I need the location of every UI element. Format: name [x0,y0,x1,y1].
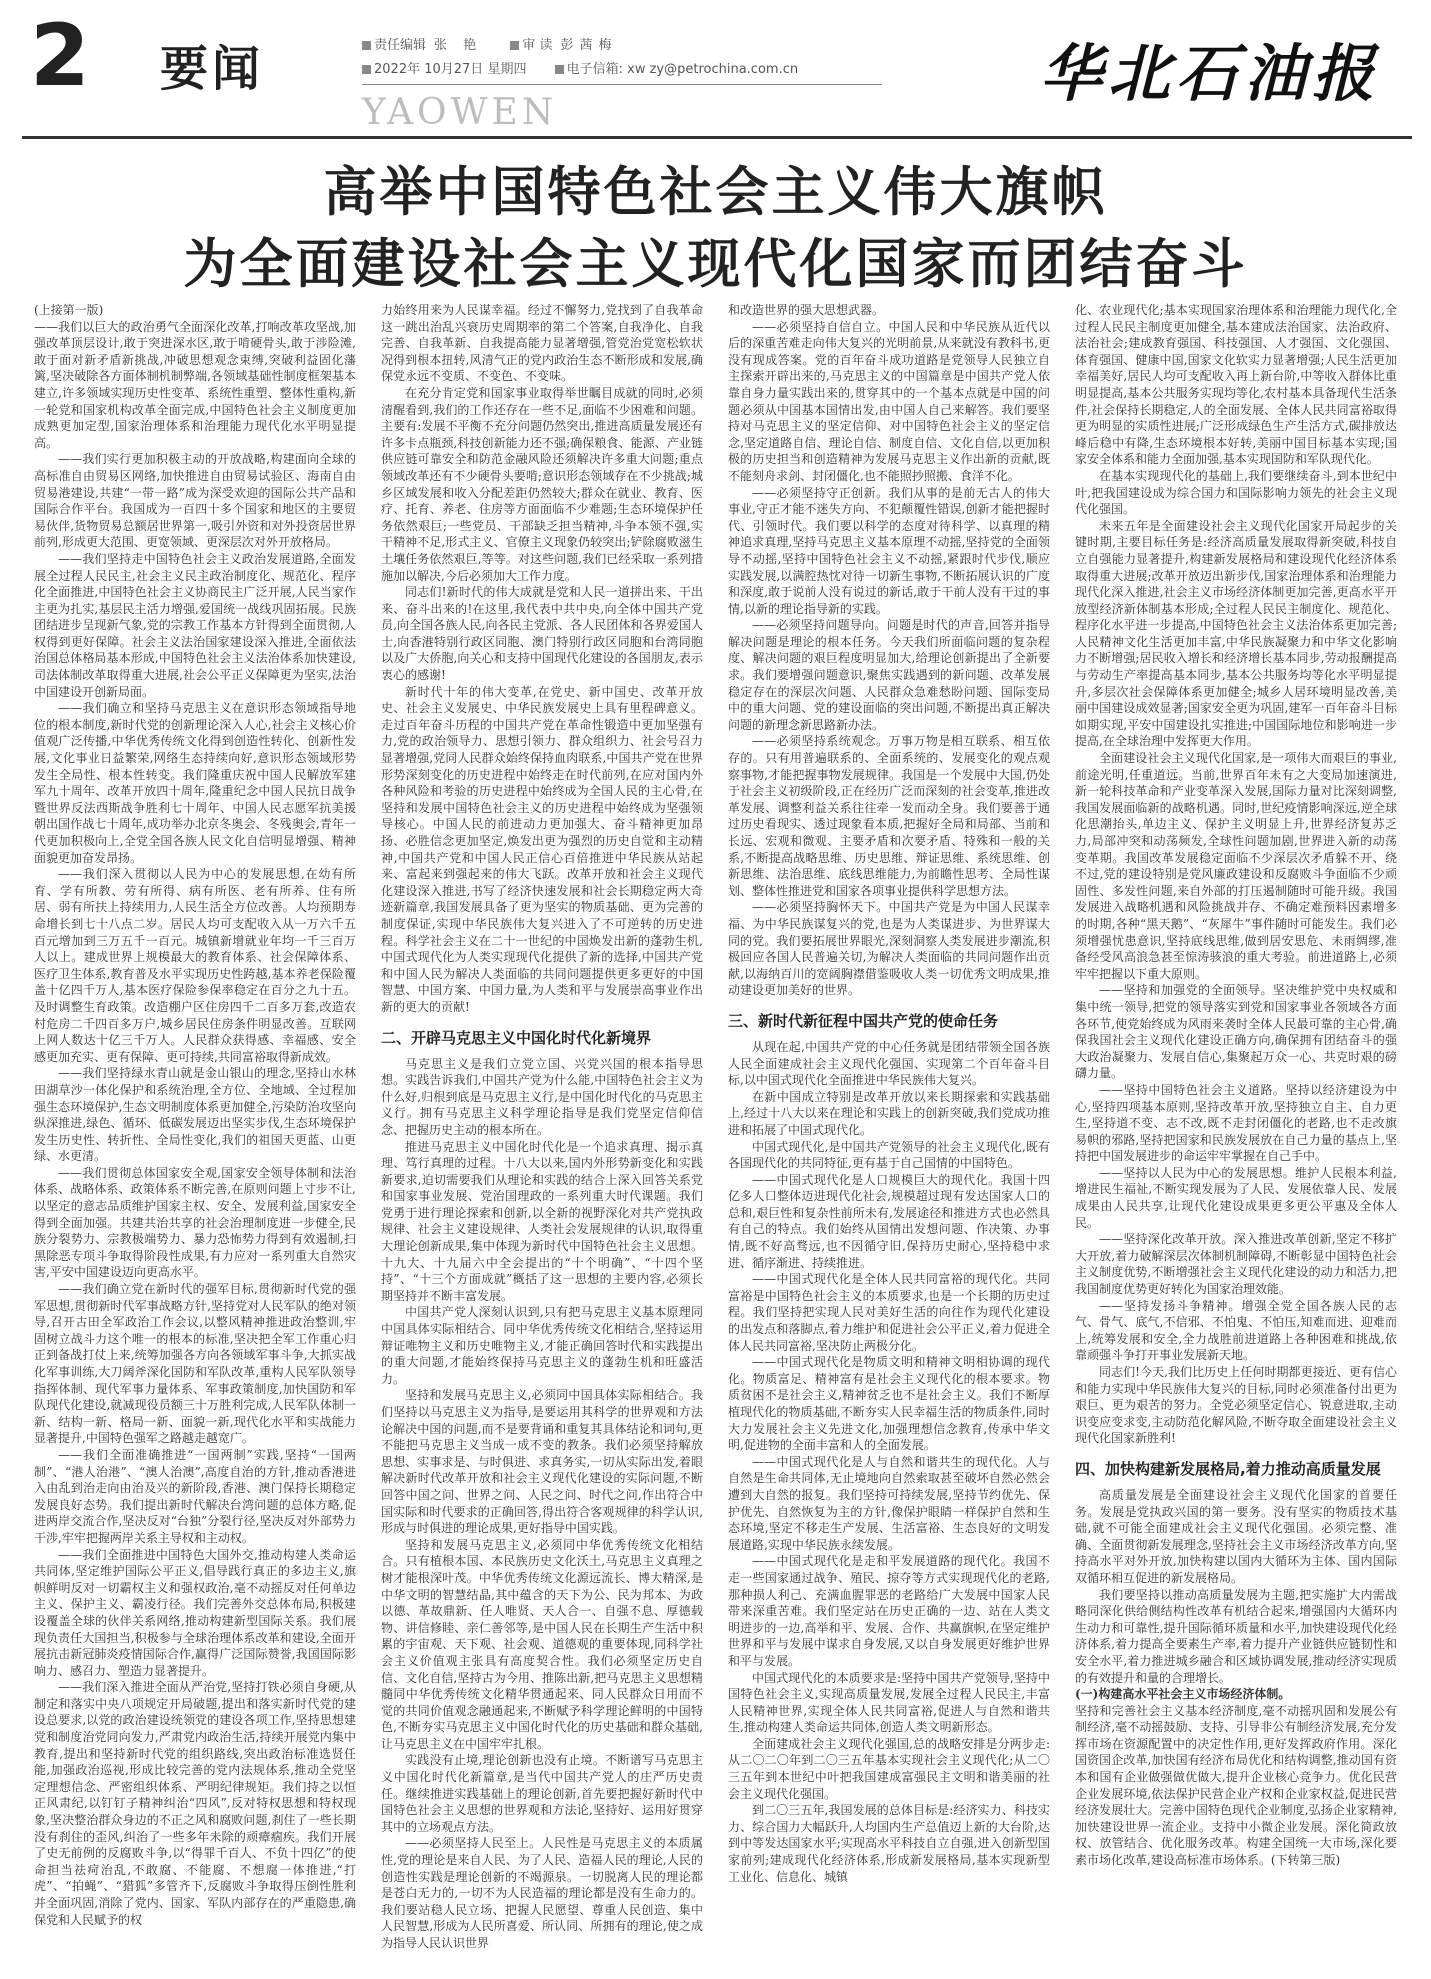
bullet-square-icon [362,41,371,50]
paragraph: 同志们!新时代的伟大成就是党和人民一道拼出来、干出来、奋斗出来的!在这里,我代表中共中央,向全体中国共产党员,向全国各族人民,向各民主党派、各人民团体和各界爱国人士,向香港特别行政区同胞、澳门特别行政区同胞和台湾同胞以及广大侨胞,向关心和支持中国现代化建设的各国朋友,表示衷心的感谢! [381,585,703,683]
bullet-square-icon [362,65,371,74]
paragraph: ——我们深入推进全面从严治党,坚持打铁必须自身硬,从制定和落实中央八项规定开局破题,提出和落实新时代党的建设总要求,以党的政治建设统领党的建设各项工作,坚持思想建党和制度治党同向发力,严肃党内政治生活,持续开展党内集中教育,提出和坚持新时代党的组织路线,突出政治标准选贤任能,加强政治巡视,形成比较完善的党内法规体系,推动全党坚定理想信念、严密组织体系、严明纪律规矩。我们持之以恒正风肃纪,以钉钉子精神纠治“四风”,反对特权思想和特权现象,坚决整治群众身边的不正之风和腐败问题,刹住了一些长期没有刹住的歪风,纠治了一些多年未除的顽瘴痼疾。我们开展了史无前例的反腐败斗争,以“得罪千百人、不负十四亿”的使命担当祛疴治乱,不敢腐、不能腐、不想腐一体推进,“打虎”、“拍蝇”、“猎狐”多管齐下,反腐败斗争取得压倒性胜利并全面巩固,消除了党内、国家、军队内部存在的严重隐患,确保党和人民赋予的权 [34,1680,356,1927]
paragraph: ——坚持中国特色社会主义道路。坚持以经济建设为中心,坚持四项基本原则,坚持改革开放,坚持独立自主、自力更生,坚持道不变、志不改,既不走封闭僵化的老路,也不走改旗易帜的邪路,坚持把国家和民族发展放在自己力量的基点上,坚持把中国发展进步的命运牢牢掌握在自己手中。 [1075,1082,1397,1164]
edition-meta [362,34,822,82]
issue-weekday: 星期四 [487,62,527,77]
paragraph: ——我们确立党在新时代的强军目标,贯彻新时代党的强军思想,贯彻新时代军事战略方针,坚持党对人民军队的绝对领导,召开古田全军政治工作会议,以整风精神推进政治整训,牢固树立战斗力这个唯一的根本的标准,坚决把全军工作重心归正到备战打仗上来,统筹加强各方向各领域军事斗争,大抓实战化军事训练,大刀阔斧深化国防和军队改革,重构人民军队领导指挥体制、现代军事力量体系、军事政策制度,加快国防和军队现代化建设,就减现役员额三十万胜利完成,人民军队体制一新、结构一新、格局一新、面貌一新,现代化水平和实战能力显著提升,中国特色强军之路越走越宽广。 [34,1282,356,1446]
page-number: 2 [30,6,90,106]
paragraph: 未来五年是全面建设社会主义现代化国家开局起步的关键时期,主要目标任务是:经济高质量发展取得新突破,科技自立自强能力显著提升,构建新发展格局和建设现代化经济体系取得重大进展;改革开放迈出新步伐,国家治理体系和治理能力现代化深入推进,社会主义市场经济体制更加完善,更高水平开放型经济新体制基本形成;全过程人民民主制度化、规范化、程序化水平进一步提高,中国特色社会主义法治体系更加完善;人民精神文化生活更加丰富,中华民族凝聚力和中华文化影响力不断增强;居民收入增长和经济增长基本同步,劳动报酬提高与劳动生产率提高基本同步,基本公共服务均等化水平明显提升,多层次社会保障体系更加健全;城乡人居环境明显改善,美丽中国建设成效显著;国家安全更为巩固,建军一百年奋斗目标如期实现,平安中国建设扎实推进;中国国际地位和影响进一步提高,在全球治理中发挥更大作用。 [1075,518,1397,749]
paragraph: 在基本实现现代化的基础上,我们要继续奋斗,到本世纪中叶,把我国建设成为综合国力和国际影响力领先的社会主义现代化强国。 [1075,468,1397,517]
paragraph: 坚持和发展马克思主义,必须同中华优秀传统文化相结合。只有植根本国、本民族历史文化沃土,马克思主义真理之树才能根深叶茂。中华优秀传统文化源远流长、博大精深,是中华文明的智慧结晶,其中蕴含的天下为公、民为邦本、为政以德、革故鼎新、任人唯贤、天人合一、自强不息、厚德载物、讲信修睦、亲仁善邻等,是中国人民在长期生产生活中积累的宇宙观、天下观、社会观、道德观的重要体现,同科学社会主义价值观主张具有高度契合性。我们必须坚定历史自信、文化自信,坚持古为今用、推陈出新,把马克思主义思想精髓同中华优秀传统文化精华贯通起来、同人民群众日用而不觉的共同价值观念融通起来,不断赋予科学理论鲜明的中国特色,不断夯实马克思主义中国化时代化的历史基础和群众基础,让马克思主义在中国牢牢扎根。 [381,1537,703,1751]
paragraph: ——我们全面准确推进“一国两制”实践,坚持“一国两制”、“港人治港”、“澳人治澳”,高度自治的方针,推动香港进入由乱到治走向由治及兴的新阶段,香港、澳门保持长期稳定发展良好态势。我们提出新时代解决台湾问题的总体方略,促进两岸交流合作,坚决反对“台独”分裂行径,坚决反对外部势力干涉,牢牢把握两岸关系主导权和主动权。 [34,1447,356,1545]
reviewer-label: 审 读 [522,38,553,53]
section-title: 要闻 [160,41,265,97]
paragraph: 新时代十年的伟大变革,在党史、新中国史、改革开放史、社会主义发展史、中华民族发展史上具有里程碑意义。走过百年奋斗历程的中国共产党在革命性锻造中更加坚强有力,党的政治领导力、思想引领力、群众组织力、社会号召力显著增强,党同人民群众始终保持血肉联系,中国共产党在世界形势深刻变化的历史进程中始终走在时代前列,在应对国内外各种风险和考验的历史进程中始终成为全国人民的主心骨,在坚持和发展中国特色社会主义的历史进程中始终成为坚强领导核心。中国人民的前进动力更加强大、奋斗精神更加昂扬、必胜信念更加坚定,焕发出更为强烈的历史自觉和主动精神,中国共产党和中国人民正信心百倍推进中华民族从站起来、富起来到强起来的伟大飞跃。改革开放和社会主义现代化建设深入推进,书写了经济快速发展和社会长期稳定两大奇迹新篇章,我国发展具备了更为坚实的物质基础、更为完善的制度保证,实现中华民族伟大复兴进入了不可逆转的历史进程。科学社会主义在二十一世纪的中国焕发出新的蓬勃生机,中国式现代化为人类实现现代化提供了新的选择,中国共产党和中国人民为解决人类面临的共同问题提供更多更好的中国智慧、中国方案、中国力量,为人类和平与发展崇高事业作出新的更大的贡献! [381,684,703,1014]
section-pinyin: YAOWEN [362,92,558,133]
paragraph: ——必须坚持自信自立。中国人民和中华民族从近代以后的深重苦难走向伟大复兴的光明前景,从来就没有教科书,更没有现成答案。党的百年奋斗成功道路是党领导人民独立自主探索开辟出来的,马克思主义的中国篇章是中国共产党人依靠自身力量实践出来的,贯穿其中的一个基本点就是中国的问题必须从中国基本国情出发,由中国人自己来解答。我们要坚持对马克思主义的坚定信仰、对中国特色社会主义的坚定信念,坚定道路自信、理论自信、制度自信、文化自信,以更加积极的历史担当和创造精神为发展马克思主义作出新的贡献,既不能刻舟求剑、封闭僵化,也不能照抄照搬、食洋不化。 [728,319,1050,483]
paragraph: ——中国式现代化是物质文明和精神文明相协调的现代化。物质富足、精神富有是社会主义现代化的根本要求。物质贫困不是社会主义,精神贫乏也不是社会主义。我们不断厚植现代化的物质基础,不断夯实人民幸福生活的物质条件,同时大力发展社会主义先进文化,加强理想信念教育,传承中华文明,促进物的全面丰富和人的全面发展。 [728,1355,1050,1453]
email-label: 电子信箱: [566,62,623,77]
paragraph: 实践没有止境,理论创新也没有止境。不断谱写马克思主义中国化时代化新篇章,是当代中国共产党人的庄严历史责任。继续推进实践基础上的理论创新,首先要把握好新时代中国特色社会主义思想的世界观和方法论,坚持好、运用好贯穿其中的立场观点方法。 [381,1753,703,1834]
masthead-rule [22,136,1412,139]
paragraph: 中国式现代化的本质要求是:坚持中国共产党领导,坚持中国特色社会主义,实现高质量发展,发展全过程人民民主,丰富人民精神世界,实现全体人民共同富裕,促进人与自然和谐共生,推动构建人类命运共同体,创造人类文明新形态。 [728,1670,1050,1735]
paragraph: (上接第一版) [34,303,104,317]
section-heading: 四、加快构建新发展格局,着力推动高质量发展 [1075,1459,1381,1478]
paragraph: 和改造世界的强大思想武器。 [728,303,885,317]
email-address: xw zy@petrochina.com.cn [627,62,799,77]
paragraph: ——我们实行更加积极主动的开放战略,构建面向全球的高标准自由贸易区网络,加快推进自由贸易试验区、海南自由贸易港建设,共建“一带一路”成为深受欢迎的国际公共产品和国际合作平台。我国成为一百四十多个国家和地区的主要贸易伙伴,货物贸易总额居世界第一,吸引外资和对外投资居世界前列,形成更大范围、更宽领域、更深层次对外开放格局。 [34,452,356,550]
paragraph: ——中国式现代化是全体人民共同富裕的现代化。共同富裕是中国特色社会主义的本质要求,也是一个长期的历史过程。我们坚持把实现人民对美好生活的向往作为现代化建设的出发点和落脚点,着力维护和促进社会公平正义,着力促进全体人民共同富裕,坚决防止两极分化。 [728,1272,1050,1353]
paragraph: 中国共产党人深刻认识到,只有把马克思主义基本原理同中国具体实际相结合、同中华优秀传统文化相结合,坚持运用辩证唯物主义和历史唯物主义,才能正确回答时代和实践提出的重大问题,才能始终保持马克思主义的蓬勃生机和旺盛活力。 [381,1305,703,1386]
paragraph: ——必须坚持人民至上。人民性是马克思主义的本质属性,党的理论是来自人民、为了人民、造福人民的理论,人民的创造性实践是理论创新的不竭源泉。一切脱离人民的理论都是苍白无力的,一切不为人民造福的理论都是没有生命力的。我们要站稳人民立场、把握人民愿望、尊重人民创造、集中人民智慧,形成为人民所喜爱、所认同、所拥有的理论,使之成为指导人民认识世界 [381,1836,703,1950]
article-column-3 [728,302,1050,1952]
paragraph: 全面建设社会主义现代化国家,是一项伟大而艰巨的事业,前途光明,任重道远。当前,世界百年未有之大变局加速演进,新一轮科技革命和产业变革深入发展,国际力量对比深刻调整,我国发展面临新的战略机遇。同时,世纪疫情影响深远,逆全球化思潮抬头,单边主义、保护主义明显上升,世界经济复苏乏力,局部冲突和动荡频发,全球性问题加剧,世界进入新的动荡变革期。我国改革发展稳定面临不少深层次矛盾躲不开、绕不过,党的建设特别是党风廉政建设和反腐败斗争面临不少顽固性、多发性问题,来自外部的打压遏制随时可能升级。我国发展进入战略机遇和风险挑战并存、不确定难预料因素增多的时期,各种“黑天鹅”、“灰犀牛”事件随时可能发生。我们必须增强忧患意识,坚持底线思维,做到居安思危、未雨绸缪,准备经受风高浪急甚至惊涛骇浪的重大考验。前进道路上,必须牢牢把握以下重大原则。 [1075,751,1397,981]
paragraph: 到二〇三五年,我国发展的总体目标是:经济实力、科技实力、综合国力大幅跃升,人均国内生产总值迈上新的大台阶,达到中等发达国家水平;实现高水平科技自立自强,进入创新型国家前列;建成现代化经济体系,形成新发展格局,基本实现新型工业化、信息化、城镇 [728,1803,1050,1884]
section-heading: 二、开辟马克思主义中国化时代化新境界 [381,1028,652,1047]
subsection-heading: (一)构建高水平社会主义市场经济体制。 [1075,1687,1291,1702]
newspaper-logo: 华北石油报 [1040,37,1381,110]
paragraph: ——必须坚持守正创新。我们从事的是前无古人的伟大事业,守正才能不迷失方向、不犯颠覆性错误,创新才能把握时代、引领时代。我们要以科学的态度对待科学、以真理的精神追求真理,坚持马克思主义基本原理不动摇,坚持党的全面领导不动摇,坚持中国特色社会主义不动摇,紧跟时代步伐,顺应实践发展,以满腔热忱对待一切新生事物,不断拓展认识的广度和深度,敢于说前人没有说过的新话,敢于干前人没有干过的事情,以新的理论指导新的实践。 [728,485,1050,616]
paragraph: ——必须坚持胸怀天下。中国共产党是为中国人民谋幸福、为中华民族谋复兴的党,也是为人类谋进步、为世界谋大同的党。我们要拓展世界眼光,深刻洞察人类发展进步潮流,积极回应各国人民普遍关切,为解决人类面临的共同问题作出贡献,以海纳百川的宽阔胸襟借鉴吸收人类一切优秀文明成果,推动建设更加美好的世界。 [728,900,1050,998]
paragraph: ——中国式现代化是人与自然和谐共生的现代化。人与自然是生命共同体,无止境地向自然索取甚至破坏自然必然会遭到大自然的报复。我们坚持可持续发展,坚持节约优先、保护优先、自然恢复为主的方针,像保护眼睛一样保护自然和生态环境,坚定不移走生产发展、生活富裕、生态良好的文明发展道路,实现中华民族永续发展。 [728,1454,1050,1552]
article-column-4 [1075,302,1397,1952]
paragraph: ——坚持发扬斗争精神。增强全党全国各族人民的志气、骨气、底气,不信邪、不怕鬼、不怕压,知难而进、迎难而上,统筹发展和安全,全力战胜前进道路上各种困难和挑战,依靠顽强斗争打开事业发展新天地。 [1075,1298,1397,1363]
section-heading: 三、新时代新征程中国共产党的使命任务 [728,1011,999,1030]
meta-row-2 [362,58,822,82]
meta-row-1 [362,34,822,58]
paragraph: ——我们贯彻总体国家安全观,国家安全领导体制和法治体系、战略体系、政策体系不断完善,在原则问题上寸步不让,以坚定的意志品质维护国家主权、安全、发展利益,国家安全得到全面加强。共建共治共享的社会治理制度进一步健全,民族分裂势力、宗教极端势力、暴力恐怖势力得到有效遏制,扫黑除恶专项斗争取得阶段性成果,有力应对一系列重大自然灾害,平安中国建设迈向更高水平。 [34,1165,356,1280]
paragraph: 化、农业现代化;基本实现国家治理体系和治理能力现代化,全过程人民民主制度更加健全,基本建成法治国家、法治政府、法治社会;建成教育强国、科技强国、人才强国、文化强国、体育强国、健康中国,国家文化软实力显著增强;人民生活更加幸福美好,居民人均可支配收入再上新台阶,中等收入群体比重明显提高,基本公共服务实现均等化,农村基本具备现代生活条件,社会保持长期稳定,人的全面发展、全体人民共同富裕取得更为明显的实质性进展;广泛形成绿色生产生活方式,碳排放达峰后稳中有降,生态环境根本好转,美丽中国目标基本实现;国家安全体系和能力全面加强,基本实现国防和军队现代化。 [1075,303,1397,467]
paragraph: 在新中国成立特别是改革开放以来长期探索和实践基础上,经过十八大以来在理论和实践上的创新突破,我们党成功推进和拓展了中国式现代化。 [728,1089,1050,1137]
bullet-square-icon [555,65,564,74]
paragraph: 坚持和发展马克思主义,必须同中国具体实际相结合。我们坚持以马克思主义为指导,是要运用其科学的世界观和方法论解决中国的问题,而不是要背诵和重复其具体结论和词句,更不能把马克思主义当成一成不变的教条。我们必须坚持解放思想、实事求是、与时俱进、求真务实,一切从实际出发,着眼解决新时代改革开放和社会主义现代化建设的实际问题,不断回答中国之问、世界之问、人民之问、时代之问,作出符合中国实际和时代要求的正确回答,得出符合客观规律的科学认识,形成与时俱进的理论成果,更好指导中国实践。 [381,1388,703,1536]
paragraph: ——我们深入贯彻以人民为中心的发展思想,在幼有所育、学有所教、劳有所得、病有所医、老有所养、住有所居、弱有所扶上持续用力,人民生活全方位改善。人均预期寿命增长到七十八点二岁。居民人均可支配收入从一万六千五百元增加到三万五千一百元。城镇新增就业年均一千三百万人以上。建成世界上规模最大的教育体系、社会保障体系、医疗卫生体系,教育普及水平实现历史性跨越,基本养老保险覆盖十亿四千万人,基本医疗保险参保率稳定在百分之九十五。及时调整生育政策。改造棚户区住房四千二百多万套,改造农村危房二千四百多万户,城乡居民住房条件明显改善。互联网上网人数达十亿三千万人。人民群众获得感、幸福感、安全感更加充实、更有保障、更可持续,共同富裕取得新成效。 [34,867,356,1064]
paragraph: ——我们确立和坚持马克思主义在意识形态领域指导地位的根本制度,新时代党的创新理论深入人心,社会主义核心价值观广泛传播,中华优秀传统文化得到创造性转化、创新性发展,文化事业日益繁荣,网络生态持续向好,意识形态领域形势发生全局性、根本性转变。我们隆重庆祝中国人民解放军建军九十周年、改革开放四十周年,隆重纪念中国人民抗日战争暨世界反法西斯战争胜利七十周年、中国人民志愿军抗美援朝出国作战七十周年,成功举办北京冬奥会、冬残奥会,青年一代更加积极向上,全党全国各族人民文化自信明显增强、精神面貌更加奋发昂扬。 [34,701,356,865]
paragraph: ——必须坚持问题导向。问题是时代的声音,回答并指导解决问题是理论的根本任务。今天我们所面临问题的复杂程度、解决问题的艰巨程度明显加大,给理论创新提出了全新要求。我们要增强问题意识,聚焦实践遇到的新问题、改革发展稳定存在的深层次问题、人民群众急难愁盼问题、国际变局中的重大问题、党的建设面临的突出问题,不断提出真正解决问题的新理念新思路新办法。 [728,618,1050,732]
paragraph: ——坚持深化改革开放。深入推进改革创新,坚定不移扩大开放,着力破解深层次体制机制障碍,不断彰显中国特色社会主义制度优势,不断增强社会主义现代化建设的动力和活力,把我国制度优势更好转化为国家治理效能。 [1075,1232,1397,1297]
paragraph: 全面建成社会主义现代化强国,总的战略安排是分两步走:从二〇二〇年到二〇三五年基本实现社会主义现代化;从二〇三五年到本世纪中叶把我国建成富强民主文明和谐美丽的社会主义现代化强国。 [728,1736,1050,1801]
paragraph: 坚持和完善社会主义基本经济制度,毫不动摇巩固和发展公有制经济,毫不动摇鼓励、支持、引导非公有制经济发展,充分发挥市场在资源配置中的决定性作用,更好发挥政府作用。深化国资国企改革,加快国有经济布局优化和结构调整,推动国有资本和国有企业做强做优做大,提升企业核心竞争力。优化民营企业发展环境,依法保护民营企业产权和企业家权益,促进民营经济发展壮大。完善中国特色现代企业制度,弘扬企业家精神,加快建设世界一流企业。支持中小微企业发展。深化简政放权、放管结合、优化服务改革。构建全国统一大市场,深化要素市场化改革,建设高标准市场体系。(下转第三版) [1075,1703,1397,1868]
paragraph: 在充分肯定党和国家事业取得举世瞩目成就的同时,必须清醒看到,我们的工作还存在一些不足,面临不少困难和问题。主要有:发展不平衡不充分问题仍然突出,推进高质量发展还有许多卡点瓶颈,科技创新能力还不强;确保粮食、能源、产业链供应链可靠安全和防范金融风险还须解决许多重大问题;重点领域改革还有不少硬骨头要啃;意识形态领域存在不少挑战;城乡区域发展和收入分配差距仍然较大;群众在就业、教育、医疗、托育、养老、住房等方面面临不少难题;生态环境保护任务依然艰巨;一些党员、干部缺乏担当精神,斗争本领不强,实干精神不足,形式主义、官僚主义现象仍较突出;铲除腐败滋生土壤任务依然艰巨,等等。对这些问题,我们已经采取一系列措施加以解决,今后必须加大工作力度。 [381,385,703,583]
paragraph: ——中国式现代化是走和平发展道路的现代化。我国不走一些国家通过战争、殖民、掠夺等方式实现现代化的老路,那种损人利己、充满血腥罪恶的老路给广大发展中国家人民带来深重苦难。我们坚定站在历史正确的一边、站在人类文明进步的一边,高举和平、发展、合作、共赢旗帜,在坚定维护世界和平与发展中谋求自身发展,又以自身发展更好维护世界和平与发展。 [728,1554,1050,1668]
paragraph: ——我们全面推进中国特色大国外交,推动构建人类命运共同体,坚定维护国际公平正义,倡导践行真正的多边主义,旗帜鲜明反对一切霸权主义和强权政治,毫不动摇反对任何单边主义、保护主义、霸凌行径。我们完善外交总体布局,积极建设覆盖全球的伙伴关系网络,推动构建新型国际关系。我们展现负责任大国担当,积极参与全球治理体系改革和建设,全面开展抗击新冠肺炎疫情国际合作,赢得广泛国际赞誉,我国国际影响力、感召力、塑造力显著提升。 [34,1547,356,1678]
paragraph: 马克思主义是我们立党立国、兴党兴国的根本指导思想。实践告诉我们,中国共产党为什么能,中国特色社会主义为什么好,归根到底是马克思主义行,是中国化时代化的马克思主义行。拥有马克思主义科学理论指导是我们党坚定信仰信念、把握历史主动的根本所在。 [381,1056,703,1137]
headline-line-2: 为全面建设社会主义现代化国家而团结奋斗 [183,234,1248,295]
article-body [34,302,1404,1952]
paragraph: ——我们坚持绿水青山就是金山银山的理念,坚持山水林田湖草沙一体化保护和系统治理,全方位、全地域、全过程加强生态环境保护,生态文明制度体系更加健全,污染防治攻坚向纵深推进,绿色、循环、低碳发展迈出坚实步伐,生态环境保护发生历史性、转折性、全局性变化,我们的祖国天更蓝、山更绿、水更清。 [34,1066,356,1164]
paragraph: 同志们!今天,我们比历史上任何时期都更接近、更有信心和能力实现中华民族伟大复兴的目标,同时必须准备付出更为艰巨、更为艰苦的努力。全党必须坚定信心、锐意进取,主动识变应变求变,主动防范化解风险,不断夺取全面建设社会主义现代化国家新胜利! [1075,1365,1397,1446]
paragraph: 力始终用来为人民谋幸福。经过不懈努力,党找到了自我革命这一跳出治乱兴衰历史周期率的第二个答案,自我净化、自我完善、自我革新、自我提高能力显著增强,管党治党宽松软状况得到根本扭转,风清气正的党内政治生态不断形成和发展,确保党永远不变质、不变色、不变味。 [381,303,703,384]
article-column-1 [34,302,356,1952]
paragraph: ——我们以巨大的政治勇气全面深化改革,打响改革攻坚战,加强改革顶层设计,敢于突进深水区,敢于啃硬骨头,敢于涉险滩,敢于面对新矛盾新挑战,冲破思想观念束缚,突破利益固化藩篱,坚决破除各方面体制机制弊端,各领域基础性制度框架基本建立,许多领域实现历史性变革、系统性重塑、整体性重构,新一轮党和国家机构改革全面完成,中国特色社会主义制度更加成熟更加定型,国家治理体系和治理能力现代化水平明显提高。 [34,319,356,450]
article-column-2 [381,302,703,1952]
bullet-square-icon [510,41,519,50]
paragraph: 从现在起,中国共产党的中心任务就是团结带领全国各族人民全面建成社会主义现代化强国、实现第二个百年奋斗目标,以中国式现代化全面推进中华民族伟大复兴。 [728,1039,1050,1088]
editor-name: 张 艳 [434,38,483,53]
masthead [0,0,1431,140]
paragraph: 我们要坚持以推动高质量发展为主题,把实施扩大内需战略同深化供给侧结构性改革有机结合起来,增强国内大循环内生动力和可靠性,提升国际循环质量和水平,加快建设现代化经济体系,着力提高全要素生产率,着力提升产业链供应链韧性和安全水平,着力推进城乡融合和区域协调发展,推动经济实现质的有效提升和量的合理增长。 [1075,1587,1397,1685]
paragraph: ——必须坚持系统观念。万事万物是相互联系、相互依存的。只有用普遍联系的、全面系统的、发展变化的观点观察事物,才能把握事物发展规律。我国是一个发展中大国,仍处于社会主义初级阶段,正在经历广泛而深刻的社会变革,推进改革发展、调整利益关系往往牵一发而动全身。我们要善于通过历史看现实、透过现象看本质,把握好全局和局部、当前和长远、宏观和微观、主要矛盾和次要矛盾、特殊和一般的关系,不断提高战略思维、历史思维、辩证思维、系统思维、创新思维、法治思维、底线思维能力,为前瞻性思考、全局性谋划、整体性推进党和国家各项事业提供科学思想方法。 [728,734,1050,898]
issue-date: 2022年 10月27日 [374,62,484,77]
paragraph: ——坚持以人民为中心的发展思想。维护人民根本利益,增进民生福祉,不断实现发展为了人民、发展依靠人民、发展成果由人民共享,让现代化建设成果更多更公平惠及全体人民。 [1075,1165,1397,1230]
headline-line-1: 高举中国特色社会主义伟大旗帜 [323,162,1108,223]
paragraph: 推进马克思主义中国化时代化是一个追求真理、揭示真理、笃行真理的过程。十八大以来,国内外形势新变化和实践新要求,迫切需要我们从理论和实践的结合上深入回答关系党和国家事业发展、党治国理政的一系列重大时代课题。我们党勇于进行理论探索和创新,以全新的视野深化对共产党执政规律、社会主义建设规律、人类社会发展规律的认识,取得重大理论创新成果,集中体现为新时代中国特色社会主义思想。十九大、十九届六中全会提出的“十个明确”、“十四个坚持”、“十三个方面成就”概括了这一思想的主要内容,必须长期坚持并不断丰富发展。 [381,1139,703,1303]
reviewer-name: 彭茜梅 [560,38,618,53]
meta-divider [362,84,882,85]
paragraph: ——中国式现代化是人口规模巨大的现代化。我国十四亿多人口整体迈进现代化社会,规模超过现有发达国家人口的总和,艰巨性和复杂性前所未有,发展途径和推进方式也必然具有自己的特点。我们始终从国情出发想问题、作决策、办事情,既不好高骛远,也不因循守旧,保持历史耐心,坚持稳中求进、循序渐进、持续推进。 [728,1172,1050,1270]
paragraph: 高质量发展是全面建设社会主义现代化国家的首要任务。发展是党执政兴国的第一要务。没有坚实的物质技术基础,就不可能全面建成社会主义现代化强国。必须完整、准确、全面贯彻新发展理念,坚持社会主义市场经济改革方向,坚持高水平对外开放,加快构建以国内大循环为主体、国内国际双循环相互促进的新发展格局。 [1075,1487,1397,1585]
paragraph: ——我们坚持走中国特色社会主义政治发展道路,全面发展全过程人民民主,社会主义民主政治制度化、规范化、程序化全面推进,中国特色社会主义协商民主广泛开展,人民当家作主更为扎实,基层民主活力增强,爱国统一战线巩固拓展。民族团结进步呈现新气象,党的宗教工作基本方针得到全面贯彻,人权得到更好保障。社会主义法治国家建设深入推进,全面依法治国总体格局基本形成,中国特色社会主义法治体系加快建设,司法体制改革取得重大进展,社会公平正义保障更为坚实,法治中国建设开创新局面。 [34,551,356,699]
editor-label: 责任编辑 [374,38,427,53]
paragraph: 中国式现代化,是中国共产党领导的社会主义现代化,既有各国现代化的共同特征,更有基于自己国情的中国特色。 [728,1139,1050,1171]
paragraph: ——坚持和加强党的全面领导。坚决维护党中央权威和集中统一领导,把党的领导落实到党和国家事业各领域各方面各环节,使党始终成为风雨来袭时全体人民最可靠的主心骨,确保我国社会主义现代化建设正确方向,确保拥有团结奋斗的强大政治凝聚力、发展自信心,集聚起万众一心、共克时艰的磅礴力量。 [1075,983,1397,1081]
